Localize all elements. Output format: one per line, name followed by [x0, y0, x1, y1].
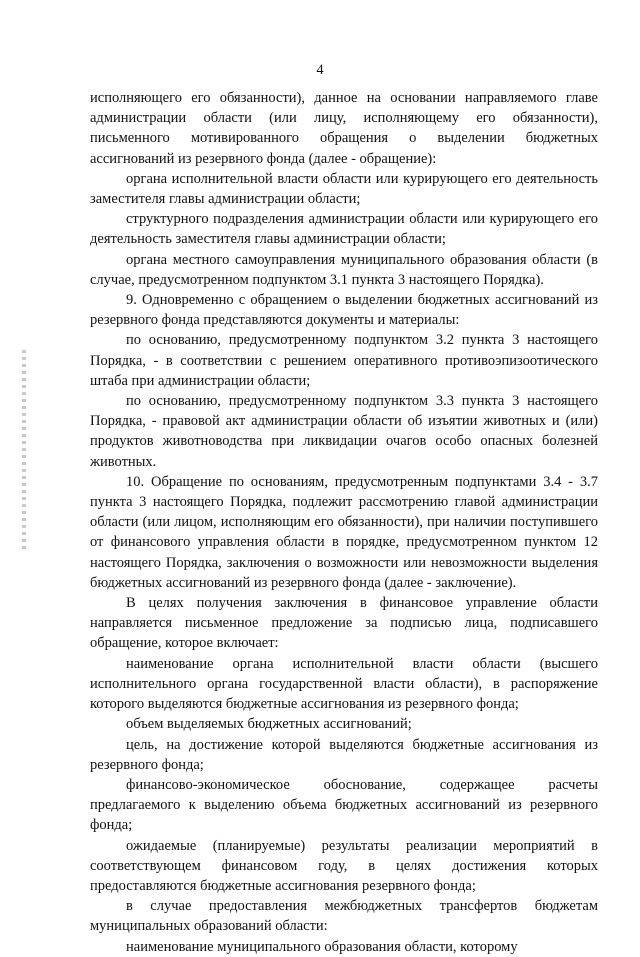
paragraph: ожидаемые (планируемые) результаты реализации мероприятий в соответствующем финансовом году, в целях достижения которых предоставляются бюджетные ассигнования резервного фонда; [90, 837, 598, 894]
paragraph: цель, на достижение которой выделяются бюджетные ассигнования из резервного фонда; [90, 736, 598, 773]
paragraph: В целях получения заключения в финансовое управление области направляется письменное предложение за подписью лица, подписавшего обращение, которое включает: [90, 595, 598, 652]
paragraph: 9. Одновременно с обращением о выделении бюджетных ассигнований из резервного фонда представляются документы и материалы: [90, 292, 598, 329]
paragraph: по основанию, предусмотренному подпунктом 3.3 пункта 3 настоящего Порядка, - правовой акт администрации области об изъятии животных и (или) продуктов животноводства при ликвидации очагов особо опасных болезней животных. [90, 393, 598, 470]
paragraph: органа местного самоуправления муниципального образования области (в случае, предусмотренном подпунктом 3.1 пункта 3 настоящего Порядка). [90, 251, 598, 288]
paragraph: структурного подразделения администрации области или курирующего его деятельность заместителя главы администрации области; [90, 211, 598, 248]
page-number: 4 [316, 62, 324, 78]
paragraph: объем выделяемых бюджетных ассигнований; [126, 716, 412, 733]
paragraph: органа исполнительной власти области или курирующего его деятельность заместителя главы администрации области; [90, 170, 598, 208]
margin-scan-mark [22, 350, 26, 550]
paragraph: 10. Обращение по основаниям, предусмотренным подпунктами 3.4 - 3.7 пункта 3 настоящего Порядка, подлежит рассмотрению главой администрации области (или лицом, исполняющим его обязанности), при наличии поступившего от финансового управления области в порядке, предусмотренном пунктом 12 настоящего Порядка, заключения о возможности или невозможности выделения бюджетных ассигнований из резервного фонда (далее - заключение). [90, 473, 598, 591]
paragraph: в случае предоставления межбюджетных трансфертов бюджетам муниципальных образований области: [90, 898, 598, 935]
document-body [90, 88, 598, 957]
paragraph: наименование органа исполнительной власти области (высшего исполнительного органа государственной власти области), в распоряжение которого выделяются бюджетные ассигнования из резервного фонда; [90, 655, 598, 713]
paragraph: финансово-экономическое обоснование, содержащее расчеты предлагаемого к выделению объема бюджетных ассигнований из резервного фонда; [90, 776, 598, 834]
paragraph: по основанию, предусмотренному подпунктом 3.2 пункта 3 настоящего Порядка, - в соответствии с решением оперативного противоэпизоотического штаба при администрации области; [90, 332, 598, 389]
paragraph: наименование муниципального образования области, которому [126, 938, 518, 955]
paragraph: исполняющего его обязанности), данное на основании направляемого главе администрации области (или лицу, исполняющему его обязанности), письменного мотивированного обращения о выделении бюджетных ассигнований из резервного фонда (далее - обращение): [90, 90, 598, 167]
